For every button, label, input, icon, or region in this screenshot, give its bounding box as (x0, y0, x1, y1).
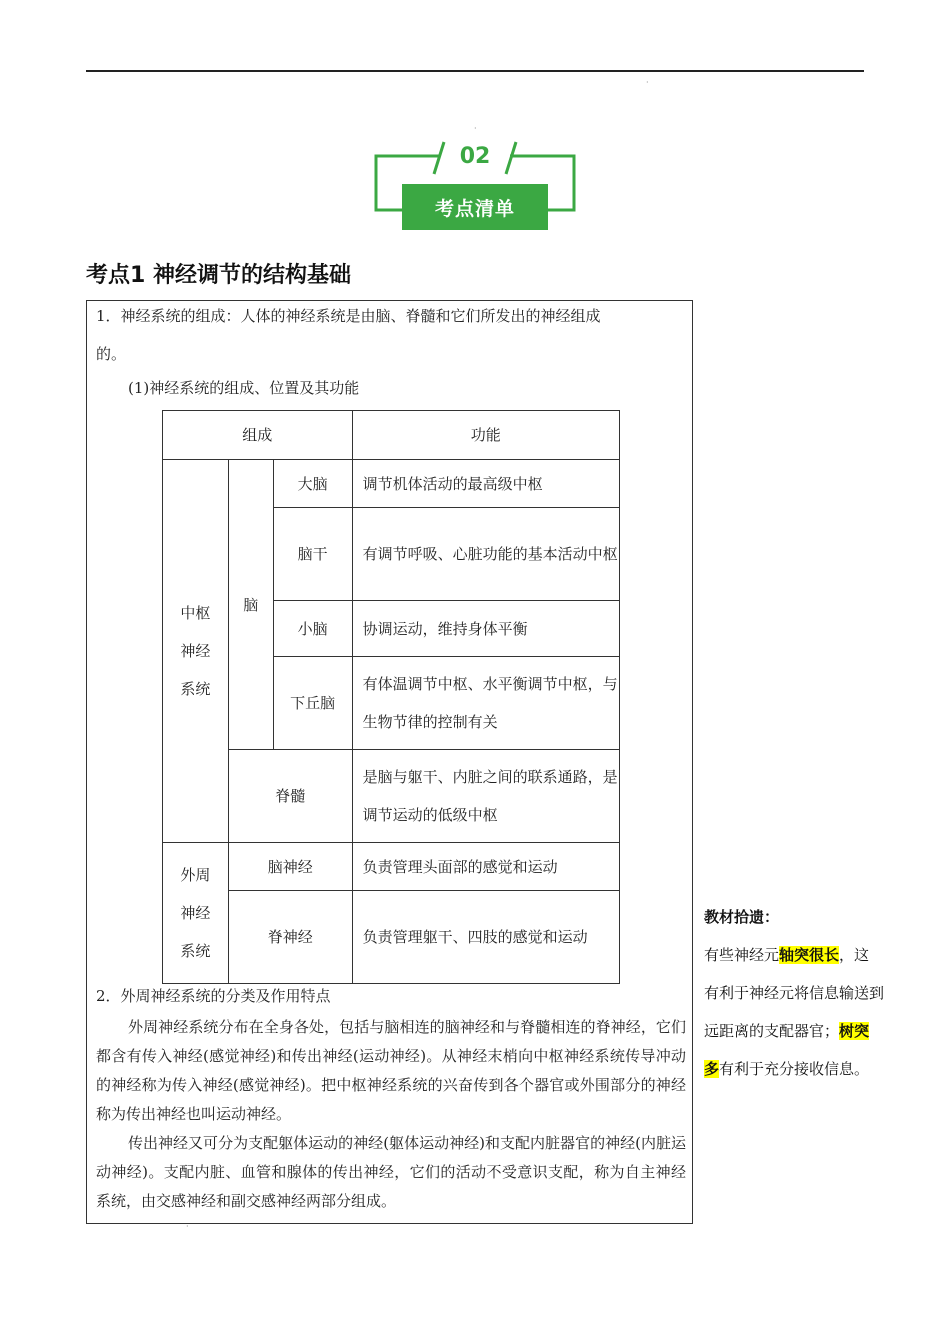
sidebar-text-3: 有利于充分接收信息。 (719, 1060, 870, 1078)
cerebellum-function: 协调运动，维持身体平衡 (352, 601, 619, 657)
spinal-nerve-function: 负责管理躯干、四肢的感觉和运动 (352, 891, 619, 984)
header-composition: 组成 (163, 411, 353, 460)
cerebrum-function: 调节机体活动的最高级中枢 (352, 460, 619, 508)
dot-mark: · (186, 1222, 189, 1231)
hypothalamus-function: 有体温调节中枢、水平衡调节中枢，与生物节律的控制有关 (352, 657, 619, 750)
section-badge (372, 140, 578, 236)
cerebrum-cell: 大脑 (273, 460, 352, 508)
cranial-nerve-function: 负责管理头面部的感觉和运动 (352, 843, 619, 891)
section-title: 考点1 神经调节的结构基础 (86, 263, 351, 288)
intro-line-2: 的。 (96, 345, 127, 363)
intro-line-1: 1．神经系统的组成：人体的神经系统是由脑、脊髓和它们所发出的神经组成 (96, 307, 601, 325)
spinal-nerve-cell: 脊神经 (228, 891, 352, 984)
brain-cell: 脑 (228, 460, 273, 750)
spinal-cord-function: 是脑与躯干、内脏之间的联系通路，是调节运动的低级中枢 (352, 750, 619, 843)
spinal-cord-cell: 脊髓 (228, 750, 352, 843)
pns-cell: 外周 神经 系统 (163, 843, 229, 984)
sidebar-text-1: 有些神经元 (704, 946, 780, 964)
brainstem-cell: 脑干 (273, 508, 352, 601)
badge-label: 考点清单 (402, 184, 548, 230)
highlight-long-axon: 轴突很长 (779, 946, 840, 964)
brainstem-function: 有调节呼吸、心脏功能的基本活动中枢 (352, 508, 619, 601)
sidebar-text-2: ，这有利于神经元将信息输送到远距离的支配器官； (704, 946, 885, 1040)
highlight-many-dendrites: 树突多 (704, 1022, 870, 1078)
nervous-system-table (162, 410, 620, 984)
table-subtitle: (1)神经系统的组成、位置及其功能 (128, 379, 360, 397)
section2-title: 2．外周神经系统的分类及作用特点 (96, 987, 331, 1005)
cerebellum-cell: 小脑 (273, 601, 352, 657)
header-function: 功能 (352, 411, 619, 460)
badge-number: 02 (459, 144, 491, 169)
dot-mark: · (646, 78, 649, 87)
cranial-nerve-cell: 脑神经 (228, 843, 352, 891)
sidebar-note (704, 898, 884, 1088)
cns-cell: 中枢 神经 系统 (163, 460, 229, 843)
dot-mark: · (474, 124, 477, 133)
sidebar-title: 教材拾遗： (704, 908, 780, 926)
header-rule (86, 70, 864, 72)
section2-para1: 外周神经系统分布在全身各处，包括与脑相连的脑神经和与脊髓相连的脊神经，它们都含有传入神经(感觉神经)和传出神经(运动神经)。从神经末梢向中枢神经系统传导冲动的神经称为传入神经(感觉神经)。把中枢神经系统的兴奋传到各个器官或外围部分的神经称为传出神经也叫运动神经。 (96, 1018, 686, 1123)
section2-para2: 传出神经又可分为支配躯体运动的神经(躯体运动神经)和支配内脏器官的神经(内脏运动神经)。支配内脏、血管和腺体的传出神经，它们的活动不受意识支配，称为自主神经系统，由交感神经和副交感神经两部分组成。 (96, 1134, 686, 1210)
hypothalamus-cell: 下丘脑 (273, 657, 352, 750)
